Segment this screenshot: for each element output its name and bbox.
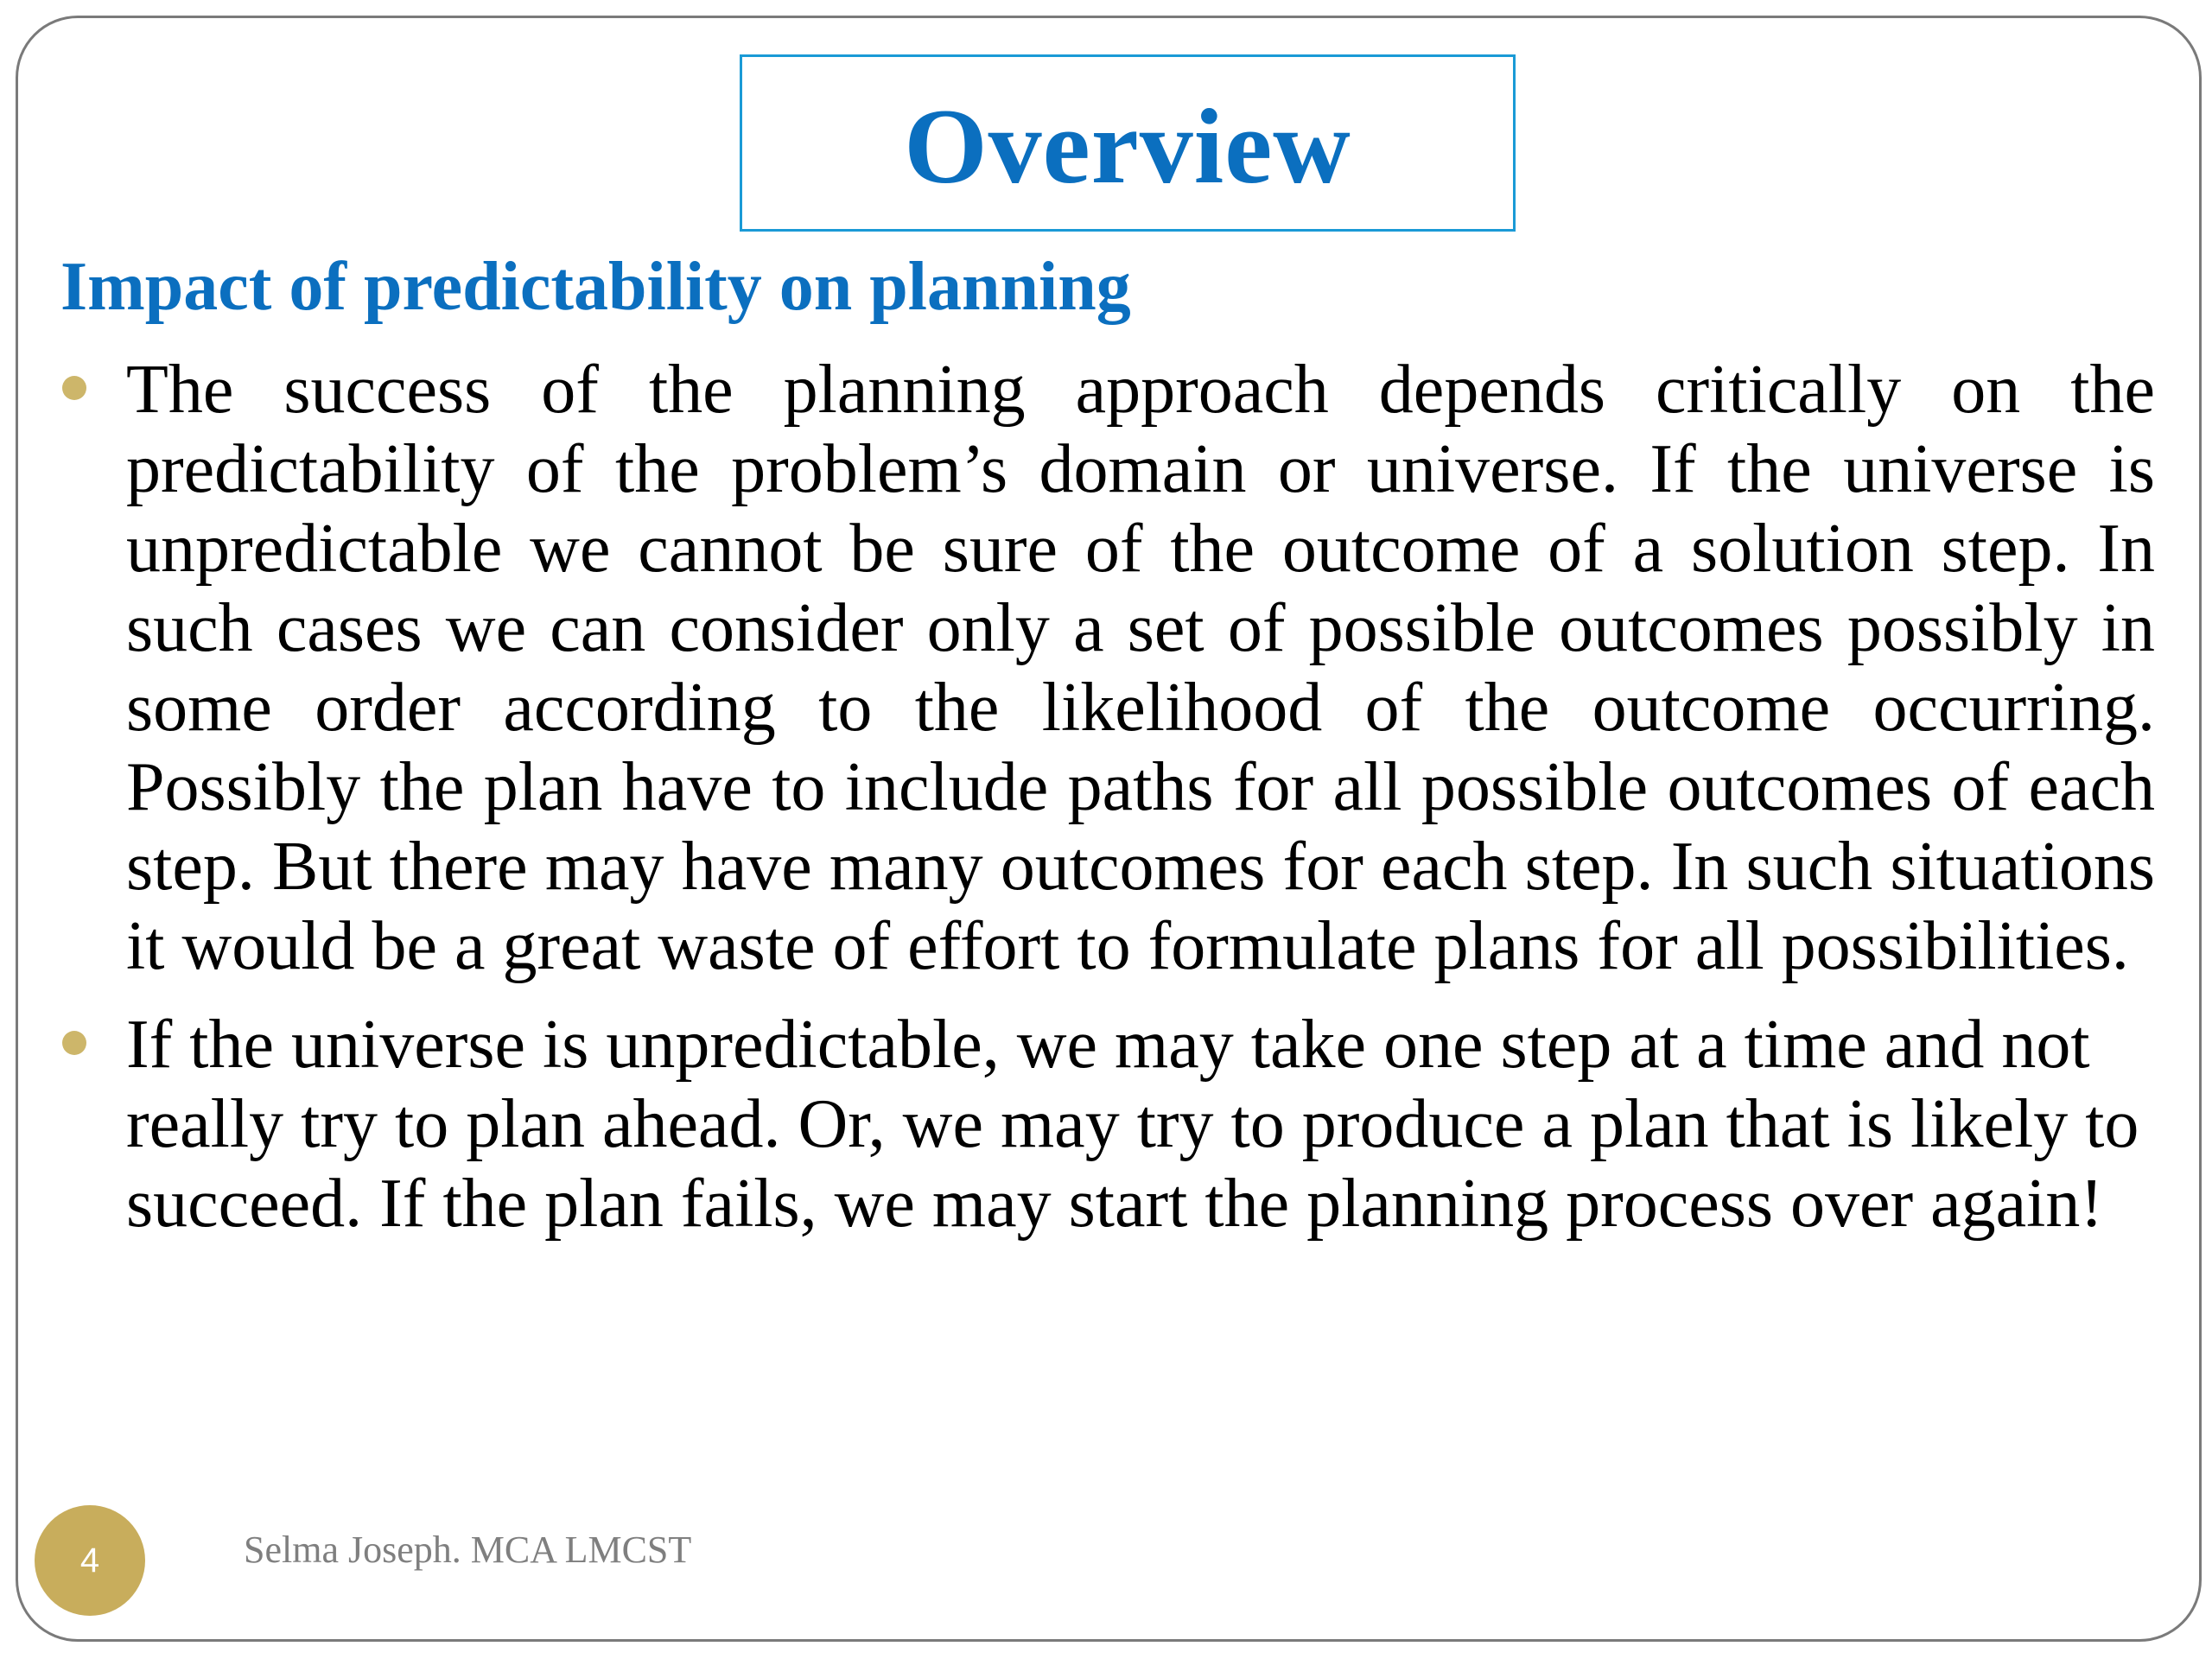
- bullet-dot-icon: [62, 376, 86, 400]
- bullet-item-2: [0, 1005, 2155, 1243]
- bullet-text-1: The success of the planning approach depends critically on the predictability of the problem’s domain or universe. If the universe is unpredictable we cannot be sure of the outcome of a solution step. In such cases we can consider only a set of possible outcomes possibly in some order according to the likelihood of the outcome occurring. Possibly the plan have to include paths for all possible outcomes of each step. But there may have many outcomes for each step. In such situations it would be a great waste of effort to formulate plans for all possibilities.: [126, 352, 2155, 984]
- slide-title: Overview: [904, 86, 1351, 206]
- bullet-item-1: [0, 350, 2155, 986]
- bullet-text-2: If the universe is unpredictable, we may take one step at a time and not really try to plan ahead. Or, we may try to produce a plan that is likely to succeed. If the plan fails, we may start the planning process over again!: [126, 1007, 2139, 1242]
- title-box: [740, 54, 1516, 232]
- bullet-dot-icon: [62, 1031, 86, 1055]
- slide-subheading: Impact of predictability on planning: [60, 249, 1131, 325]
- page-number-badge: [35, 1505, 145, 1616]
- footer-author: Selma Joseph. MCA LMCST: [244, 1529, 692, 1571]
- bullet-list: [0, 350, 2212, 1243]
- page-number: 4: [79, 1541, 100, 1580]
